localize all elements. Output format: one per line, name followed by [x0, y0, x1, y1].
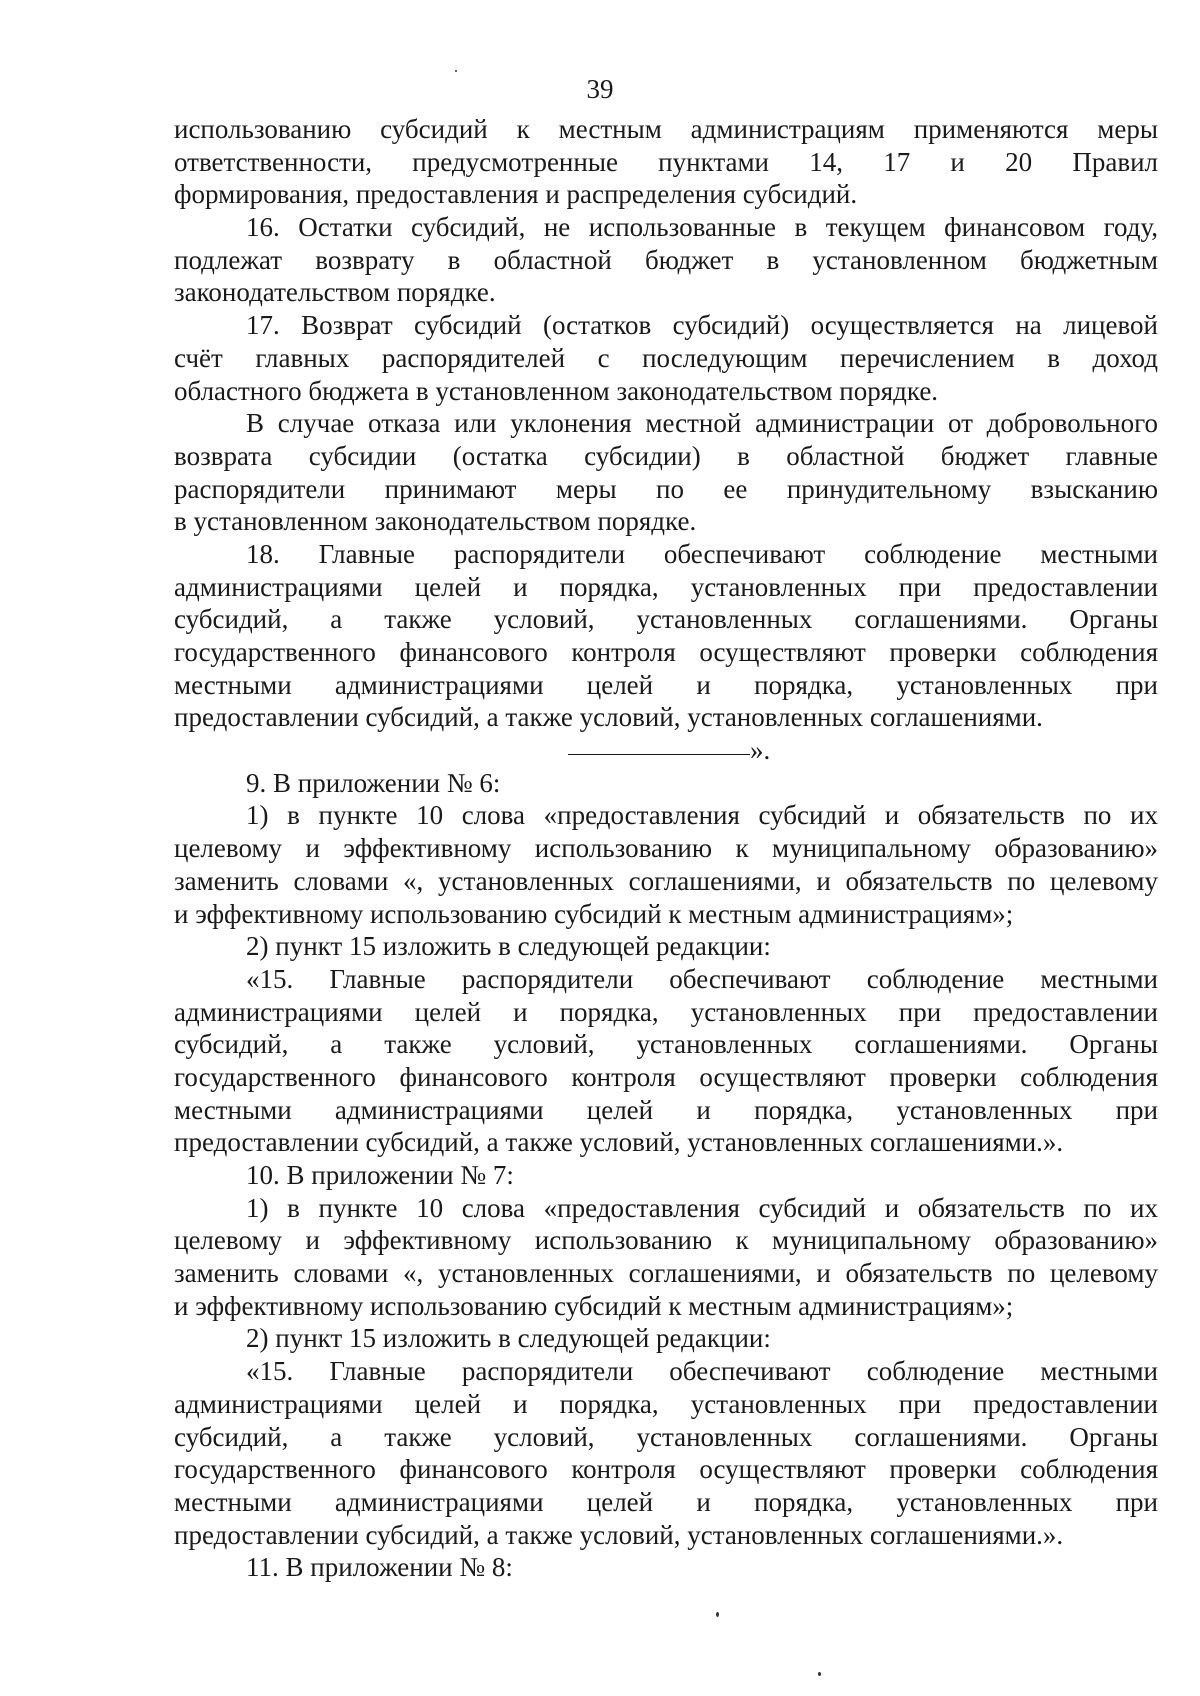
text-line: 17. Возврат субсидий (остатков субсидий) осуществляется на лицевой	[246, 310, 1158, 341]
text-line: В случае отказа или уклонения местной администрации от добровольного	[246, 408, 1158, 439]
text-line: использованию субсидий к местным администрациям применяются меры	[174, 114, 1158, 144]
text-line: 9. В приложении № 6:	[246, 767, 501, 798]
text-line: целевому и эффективному использованию к муниципальному образованию»	[174, 833, 1158, 864]
text-line: и эффективному использованию субсидий к местным администрациям»;	[174, 898, 1014, 929]
text-line: ответственности, предусмотренные пунктами 14, 17 и 20 Правил	[174, 146, 1158, 177]
text-line: целевому и эффективному использованию к муниципальному образованию»	[174, 1225, 1158, 1256]
text-line: в установленном законодательством порядке.	[174, 506, 697, 537]
text-line: администрациями целей и порядка, установленных при предоставлении	[174, 571, 1158, 602]
text-line: законодательством порядке.	[174, 277, 496, 308]
text-line: 11. В приложении № 8:	[246, 1552, 513, 1583]
text-line: подлежат возврату в областной бюджет в установленном бюджетным	[174, 244, 1158, 275]
text-line: государственного финансового контроля осуществляют проверки соблюдения	[174, 1061, 1158, 1092]
separator-rule	[568, 734, 750, 755]
text-line: администрациями целей и порядка, установленных при предоставлении	[174, 996, 1158, 1027]
text-line: формирования, предоставления и распределения субсидий.	[174, 179, 858, 210]
text-line: субсидий, а также условий, установленных соглашениями. Органы	[174, 1421, 1158, 1452]
text-line: предоставлении субсидий, а также условий, установленных соглашениями.».	[174, 1519, 1064, 1550]
text-line: счёт главных распорядителей с последующим перечислением в доход	[174, 342, 1158, 373]
scan-speck	[818, 1672, 821, 1676]
text-line: государственного финансового контроля осуществляют проверки соблюдения	[174, 1454, 1158, 1485]
text-line: администрациями целей и порядка, установленных при предоставлении	[174, 1388, 1158, 1419]
text-line: «15. Главные распорядители обеспечивают соблюдение местными	[246, 1356, 1158, 1387]
text-line: местными администрациями целей и порядка, установленных при	[174, 669, 1158, 700]
text-line: 2) пункт 15 изложить в следующей редакции:	[246, 1323, 771, 1354]
text-line: «15. Главные распорядители обеспечивают соблюдение местными	[246, 963, 1158, 994]
text-line: местными администрациями целей и порядка, установленных при	[174, 1486, 1158, 1517]
text-line: местными администрациями целей и порядка, установленных при	[174, 1094, 1158, 1125]
text-line: 18. Главные распорядители обеспечивают соблюдение местными	[246, 538, 1158, 569]
text-line: 16. Остатки субсидий, не использованные в текущем финансовом году,	[246, 212, 1158, 243]
document-body	[174, 113, 1158, 1584]
page-number: 39	[586, 74, 614, 104]
text-line: заменить словами «, установленных соглашениями, и обязательств по целевому	[174, 1258, 1158, 1289]
text-line: 2) пункт 15 изложить в следующей редакции:	[246, 931, 771, 962]
text-line: субсидий, а также условий, установленных соглашениями. Органы	[174, 1029, 1158, 1060]
text-line: возврата субсидии (остатка субсидии) в областной бюджет главные	[174, 440, 1158, 471]
text-line: государственного финансового контроля осуществляют проверки соблюдения	[174, 637, 1158, 667]
text-line: 1) в пункте 10 слова «предоставления субсидий и обязательств по их	[246, 1192, 1158, 1223]
text-line: предоставлении субсидий, а также условий, установленных соглашениями.».	[174, 1127, 1064, 1158]
scan-speck	[716, 1612, 719, 1617]
text-line: распорядители принимают меры по ее принудительному взысканию	[174, 473, 1158, 504]
text-line: и эффективному использованию субсидий к местным администрациям»;	[174, 1290, 1014, 1321]
text-line: предоставлении субсидий, а также условий, установленных соглашениями.	[174, 702, 1043, 733]
section-separator	[174, 734, 1158, 767]
text-line: 1) в пункте 10 слова «предоставления субсидий и обязательств по их	[246, 800, 1158, 831]
text-line: субсидий, а также условий, установленных соглашениями. Органы	[174, 604, 1158, 635]
text-line: 10. В приложении № 7:	[246, 1160, 514, 1190]
text-line: заменить словами «, установленных соглашениями, и обязательств по целевому	[174, 865, 1158, 896]
separator-tail: ».	[750, 735, 771, 766]
scan-speck	[455, 70, 457, 72]
text-line: областного бюджета в установленном законодательством порядке.	[174, 375, 939, 406]
